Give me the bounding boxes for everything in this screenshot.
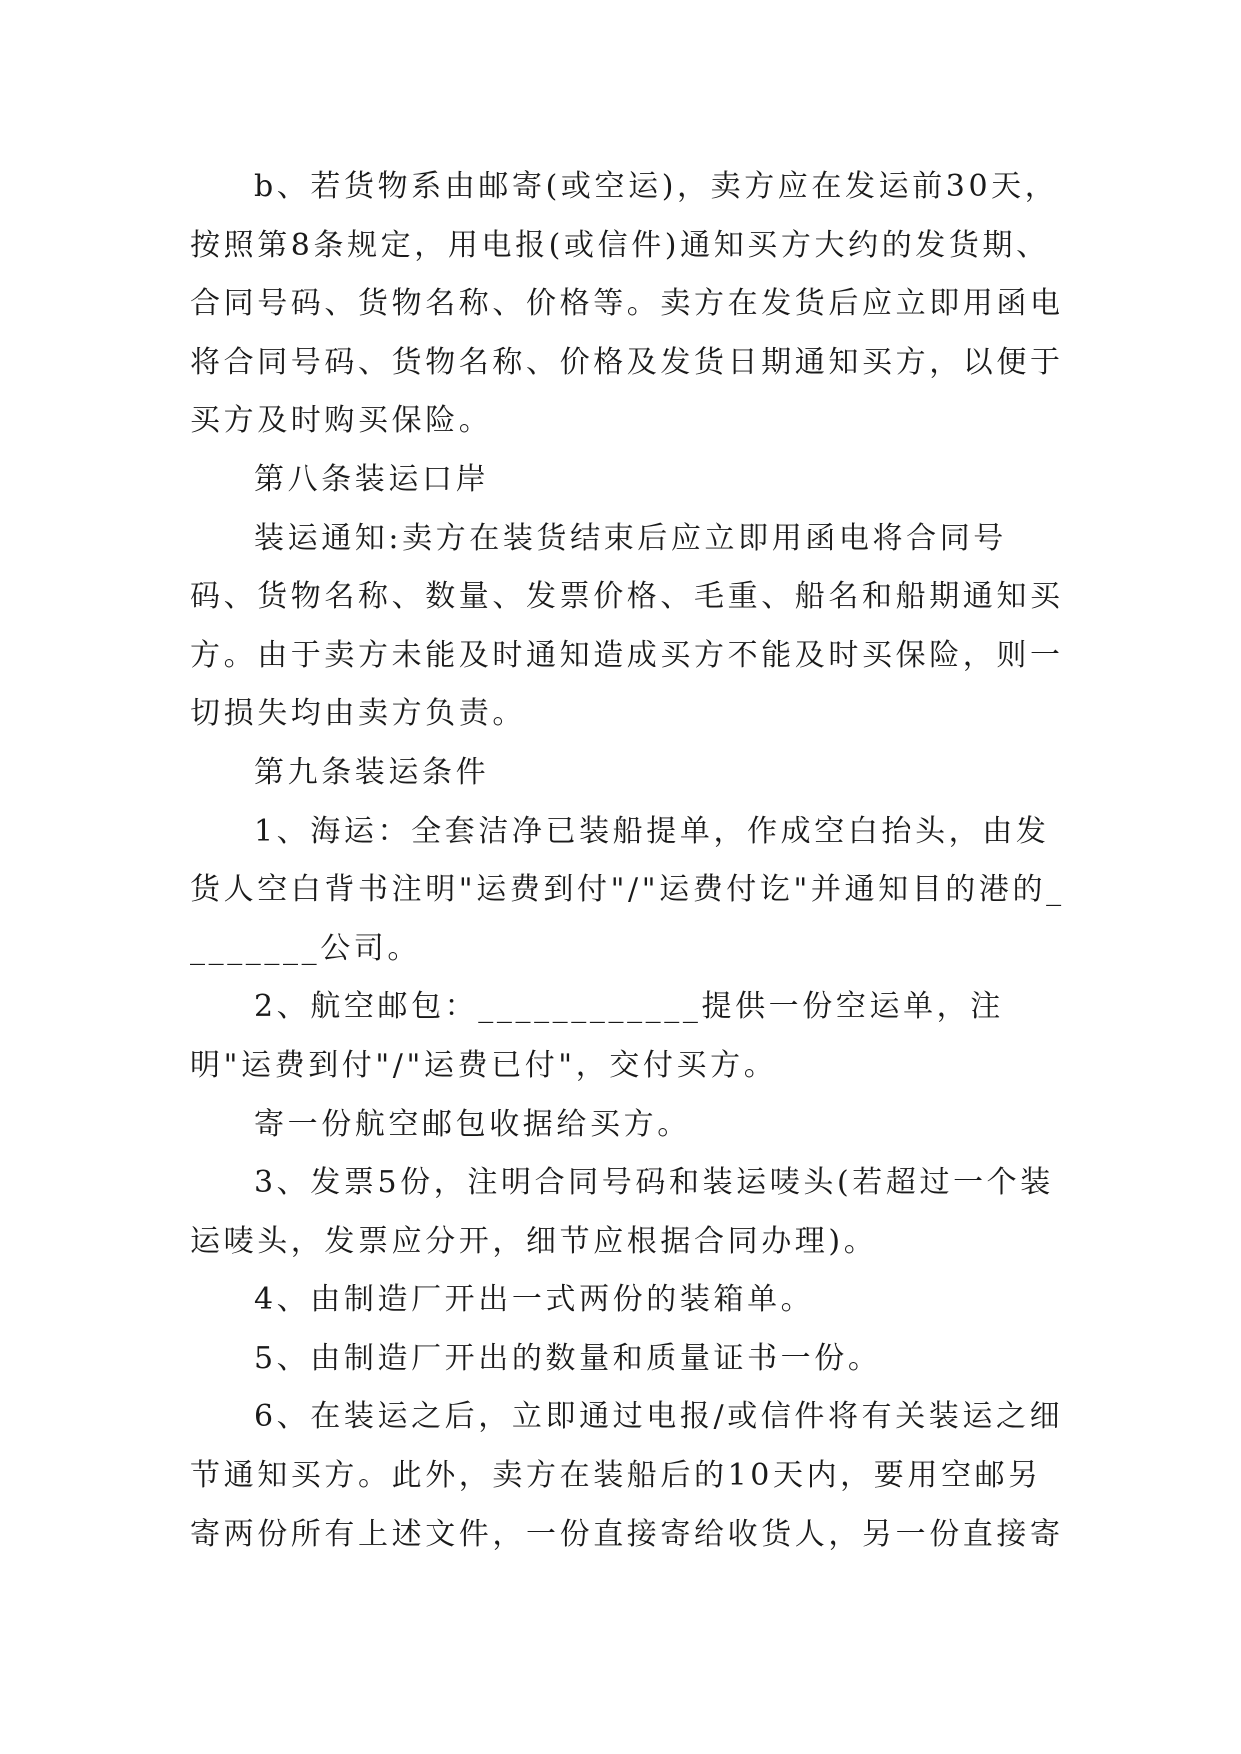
paragraph-shipping-notice: 装运通知:卖方在装货结束后应立即用函电将合同号码、货物名称、数量、发票价格、毛重、船名和船期通知买方。由于卖方未能及时通知造成买方不能及时买保险，则一切损失均由卖方负责。 bbox=[190, 520, 1064, 732]
document-body bbox=[190, 158, 1070, 1564]
paragraph-air-parcel-receipt: 寄一份航空邮包收据给买方。 bbox=[254, 1106, 691, 1142]
paragraph-air-mail-notice: b、若货物系由邮寄(或空运)，卖方应在发运前30天，按照第8条规定，用电报(或信件)通知买方大约的发货期、合同号码、货物名称、价格等。卖方在发货后应立即用函电将合同号码、货物名称、价格及发货日期通知买方，以便于买方及时购买保险。 bbox=[190, 169, 1064, 439]
paragraph-sea-freight: 1、海运：全套洁净已装船提单，作成空白抬头，由发货人空白背书注明"运费到付"/"运费付讫"并通知目的港的________公司。 bbox=[190, 813, 1065, 966]
heading-article-8-loading-port: 第八条装运口岸 bbox=[254, 461, 490, 497]
paragraph-packing-list: 4、由制造厂开出一式两份的装箱单。 bbox=[254, 1282, 815, 1318]
paragraph-post-shipment-notice: 6、在装运之后，立即通过电报/或信件将有关装运之细节通知买方。此外，卖方在装船后的10天内，要用空邮另寄两份所有上述文件，一份直接寄给收货人，另一份直接寄 bbox=[190, 1399, 1064, 1552]
paragraph-air-parcel: 2、航空邮包：____________提供一份空运单，注明"运费到付"/"运费已付"，交付买方。 bbox=[190, 989, 1004, 1083]
paragraph-invoice: 3、发票5份，注明合同号码和装运唛头(若超过一个装运唛头，发票应分开，细节应根据合同办理)。 bbox=[190, 1165, 1054, 1259]
paragraph-quality-certificate: 5、由制造厂开出的数量和质量证书一份。 bbox=[254, 1340, 882, 1376]
heading-article-9-shipping-terms: 第九条装运条件 bbox=[254, 754, 490, 790]
